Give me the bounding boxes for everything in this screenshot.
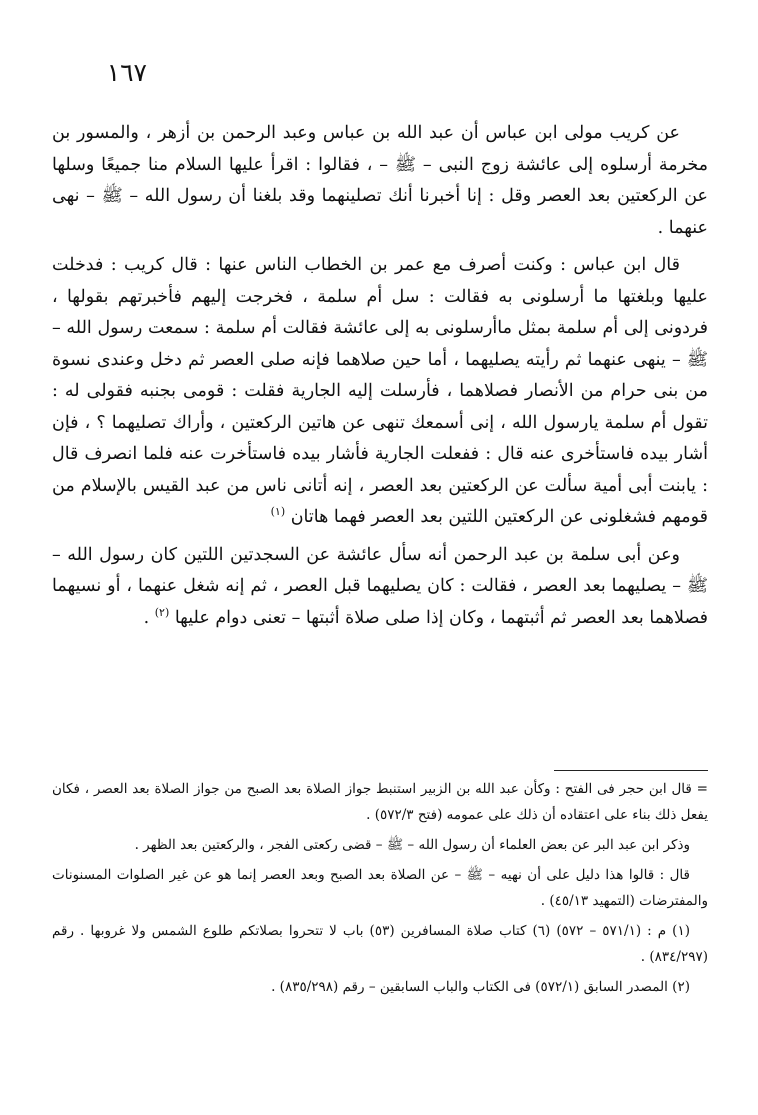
footnote-ref-2: (٢): [154, 605, 170, 619]
paragraph-2: [52, 250, 708, 534]
paragraph-3: [52, 540, 708, 635]
footnote-continuation-3: قال : قالوا هذا دليل على أن نهيه – ﷺ – عن الصلاة بعد الصبح وبعد العصر إنما هو عن غير الصلوات المسنونات والمفترضات (التمهيد ٤٥/١٣) .: [52, 867, 708, 909]
footnotes: [52, 776, 708, 1004]
paragraph-3-end: .: [143, 607, 150, 628]
footnote-ref-1: (١): [270, 505, 286, 519]
footnote-1: (١) م : (٥٧١/١ – ٥٧٢) (٦) كتاب صلاة المسافرين (٥٣) باب لا تتحروا بصلاتكم طلوع الشمس ولا غروبها . رقم (٨٣٤/٢٩٧) .: [52, 923, 708, 965]
page-number: ١٦٧: [106, 58, 147, 87]
footnote-2: (٢) المصدر السابق (٥٧٢/١) فى الكتاب والباب السابقين – رقم (٨٣٥/٢٩٨) .: [271, 979, 690, 995]
footnote-separator: [554, 770, 708, 771]
footnote-continuation: = قال ابن حجر فى الفتح : وكأن عبد الله بن الزبير استنبط جواز الصلاة بعد الصبح من جواز الصلاة بعد العصر ، فكان يفعل ذلك بناء على اعتقاده أن ذلك على عمومه (فتح ٥٧٢/٣) .: [52, 781, 708, 823]
paragraph-2-text: قال ابن عباس : وكنت أصرف مع عمر بن الخطاب الناس عنها : قال كريب : فدخلت عليها وبلغتها ما أرسلونى به فقالت : سل أم سلمة ، فخرجت إليهم فأخبرتهم بقولها ، فردونى إلى أم سلمة بمثل ماأرسلونى به إلى عائشة فقالت أم سلمة : سمعت رسول الله – ﷺ – ينهى عنهما ثم رأيته يصليهما ، أما حين صلاهما فإنه صلى العصر ثم دخل وعندى نسوة من بنى حرام من الأنصار فصلاهما ، فأرسلت إليه الجارية فقلت : قومى بجنبه فقولى له : تقول أم سلمة يارسول الله ، إنى أسمعك تنهى عن هاتين الركعتين ، وأراك تصليهما ؟ ، فإن أشار بيده فاستأخرى عنه قال : ففعلت الجارية فأشار بيده فاستأخرت عنه فلما انصرف قال : يابنت أبى أمية سألت عن الركعتين بعد العصر ، إنه أتانى ناس من عبد القيس بالإسلام من قومهم فشغلونى عن الركعتين اللتين بعد العصر فهما هاتان: [52, 255, 708, 527]
footnote-continuation-2: وذكر ابن عبد البر عن بعض العلماء أن رسول الله – ﷺ – قضى ركعتى الفجر ، والركعتين بعد الظهر .: [134, 837, 690, 853]
main-text: [52, 118, 708, 640]
paragraph-1: عن كريب مولى ابن عباس أن عبد الله بن عباس وعبد الرحمن بن أزهر ، والمسور بن مخرمة أرسلوه إلى عائشة زوج النبى – ﷺ – ، فقالوا : اقرأ عليها السلام منا جميعًا وسلها عن الركعتين بعد العصر وقل : إنا أخبرنا أنك تصلينهما وقد بلغنا أن رسول الله – ﷺ – نهى عنهما .: [52, 123, 708, 238]
paragraph-3-text: وعن أبى سلمة بن عبد الرحمن أنه سأل عائشة عن السجدتين اللتين كان رسول الله – ﷺ – يصليهما بعد العصر ، فقالت : كان يصليهما قبل العصر ، ثم إنه شغل عنهما ، أو نسيهما فصلاهما بعد العصر ثم أثبتهما ، وكان إذا صلى صلاة أثبتها – تعنى دوام عليها: [52, 544, 708, 628]
